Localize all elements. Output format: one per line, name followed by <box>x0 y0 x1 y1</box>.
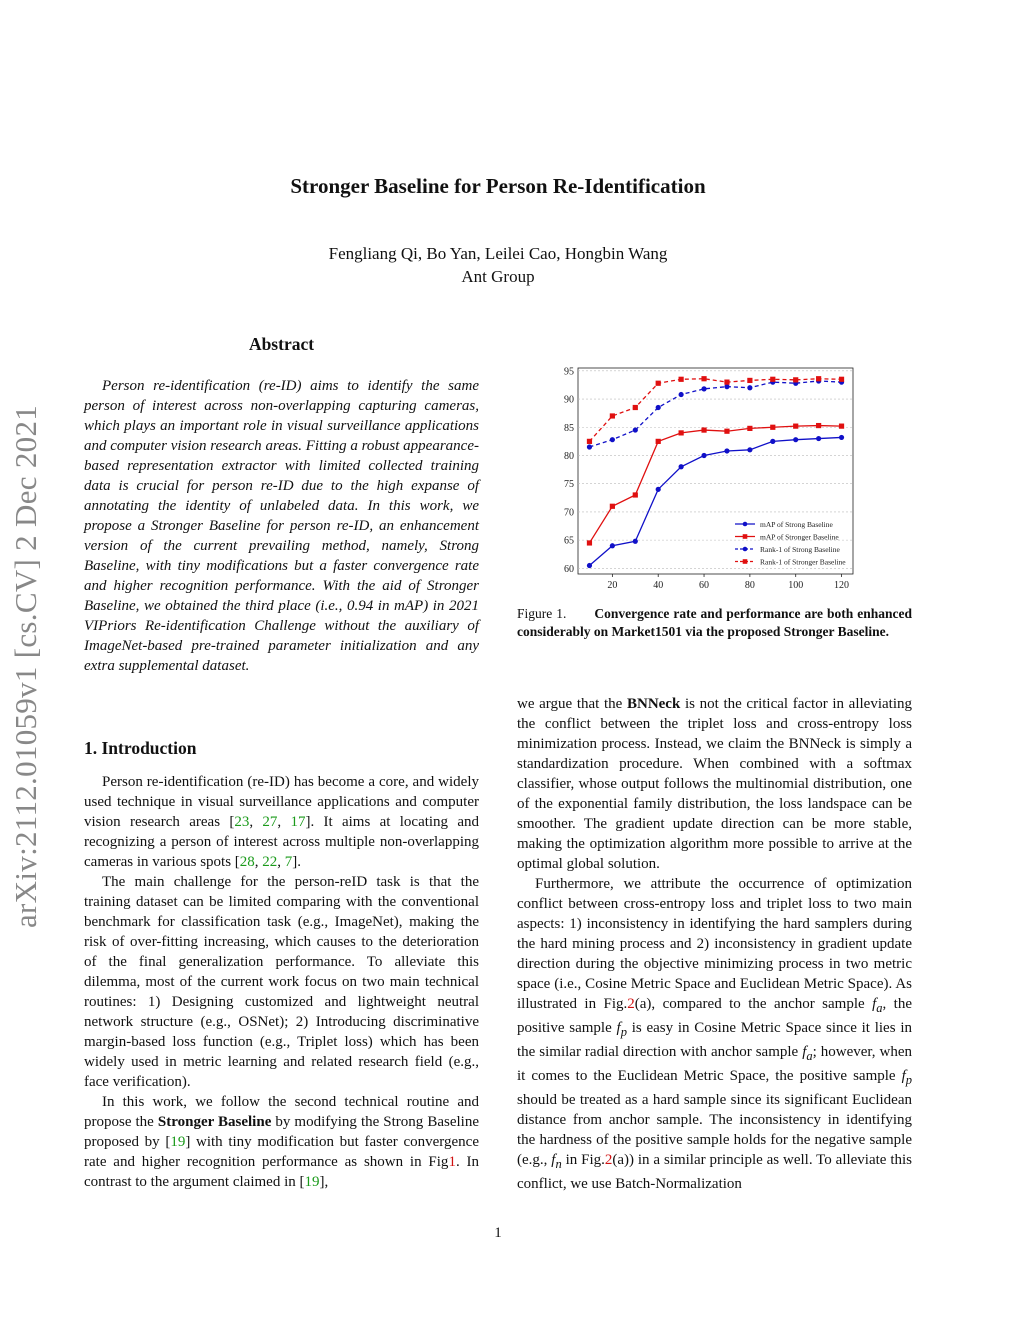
citation-link[interactable]: 28 <box>239 854 255 870</box>
legend-marker <box>743 534 748 539</box>
data-point <box>747 378 752 383</box>
citation-link[interactable]: 19 <box>170 1134 186 1150</box>
data-point <box>747 426 752 431</box>
x-tick-label: 80 <box>744 580 755 591</box>
right-column-text <box>517 694 912 1194</box>
affiliation: Ant Group <box>461 267 535 286</box>
data-point <box>701 453 706 458</box>
data-point <box>656 487 661 492</box>
data-point <box>656 439 661 444</box>
data-point <box>724 384 729 389</box>
y-tick-label: 70 <box>564 507 574 519</box>
intro-heading: 1. Introduction <box>84 738 197 758</box>
data-point <box>587 444 592 449</box>
data-point <box>656 405 661 410</box>
data-point <box>839 424 844 429</box>
data-point <box>701 376 706 381</box>
data-point <box>793 437 798 442</box>
intro-section <box>84 772 479 1192</box>
data-point <box>747 385 752 390</box>
legend-marker <box>743 522 748 527</box>
y-tick-label: 60 <box>564 563 574 575</box>
data-point <box>610 504 615 509</box>
data-point <box>816 423 821 428</box>
x-tick-label: 60 <box>699 580 710 591</box>
y-tick-label: 85 <box>564 422 574 434</box>
y-tick-label: 75 <box>564 479 574 491</box>
abstract-paragraph: Person re-identification (re-ID) aims to identify the same person of interest across non-overlapping capturing cameras, which plays an important role in visual surveillance applications and computer vision research areas. Fitting a robust appearance-based representation extractor with limited collected training data is crucial for person re-ID due to the high expanse of annotating the identity of unlabeled data. In this work, we propose a Stronger Baseline for person re-ID, an enhancement version of the current prevailing method, namely, Strong Baseline, with tiny modifications but a faster convergence rate and higher recognition performance. With the aid of Stronger Baseline, we obtained the third place (i.e., 0.94 in mAP) in 2021 VIPriors Re-identification Challenge without the auxiliary of ImageNet-based pre-trained parameter initialization and any extra supplemental dataset. <box>84 378 479 674</box>
data-point <box>816 436 821 441</box>
data-point <box>701 386 706 391</box>
data-point <box>587 439 592 444</box>
data-point <box>610 543 615 548</box>
data-point <box>793 424 798 429</box>
data-point <box>839 377 844 382</box>
data-point <box>587 563 592 568</box>
abstract-text <box>84 376 479 676</box>
figure-caption <box>517 605 912 641</box>
data-point <box>633 405 638 410</box>
y-tick-label: 65 <box>564 535 574 547</box>
data-point <box>610 437 615 442</box>
legend-marker <box>743 559 748 564</box>
page-number: 1 <box>494 1225 502 1241</box>
intro-paragraph-1: Person re-identification (re-ID) has become a core, and widely used technique in visual surveillance applications and computer vision research areas [23, 27, 17]. It aims at locating and recognizing a person of interest across multiple non-overlapping cameras in various spots [28, 22, 7]. <box>84 774 480 870</box>
convergence-chart <box>545 358 865 594</box>
data-point <box>633 492 638 497</box>
figure-label: Figure 1. <box>517 606 567 621</box>
data-point <box>633 539 638 544</box>
data-point <box>633 427 638 432</box>
data-point <box>747 447 752 452</box>
data-point <box>770 425 775 430</box>
figure-ref-link[interactable]: 1 <box>448 1154 456 1170</box>
author-names: Fengliang Qi, Bo Yan, Leilei Cao, Hongbin Wang <box>328 244 668 263</box>
data-point <box>724 448 729 453</box>
x-tick-label: 20 <box>607 580 618 591</box>
x-tick-label: 40 <box>653 580 664 591</box>
data-point <box>701 427 706 432</box>
data-point <box>679 464 684 469</box>
citation-link[interactable]: 19 <box>304 1174 320 1190</box>
series-line <box>589 381 841 447</box>
data-point <box>587 540 592 545</box>
x-tick-label: 100 <box>788 580 804 591</box>
legend-entry: Rank-1 of Strong Baseline <box>760 545 840 554</box>
citation-link[interactable]: 27 <box>262 814 278 830</box>
figure-ref-link[interactable]: 2 <box>604 1152 613 1168</box>
x-tick-label: 120 <box>834 580 850 591</box>
data-point <box>839 435 844 440</box>
legend-marker <box>743 547 748 552</box>
citation-link[interactable]: 17 <box>290 814 306 830</box>
data-point <box>793 377 798 382</box>
abstract-heading: Abstract <box>248 334 315 354</box>
y-tick-label: 80 <box>564 450 574 462</box>
legend-entry: mAP of Stronger Baseline <box>760 532 839 542</box>
citation-link[interactable]: 7 <box>284 854 293 870</box>
intro-paragraph-2: The main challenge for the person-reID task is that the training dataset can be limited comparing with the conventional benchmark for classification task (e.g., ImageNet), making the risk of over-fitting increasing, which causes to the deterioration of the final generalization performance. To alleviate this dilemma, most of the current work focus on two main technical routines: 1) Designing customized and lightweight neutral network structure (e.g., OSNet); 2) Introducing discriminative margin-based loss function (e.g., Triplet loss) which has been widely used in metric learning and related research field (e.g., face verification). <box>84 874 479 1090</box>
data-point <box>770 377 775 382</box>
data-point <box>724 429 729 434</box>
citation-link[interactable]: 22 <box>262 854 278 870</box>
arxiv-identifier[interactable]: arXiv:2112.01059v1 [cs.CV] 2 Dec 2021 <box>8 404 43 928</box>
paper-title: Stronger Baseline for Person Re-Identification <box>290 174 706 198</box>
y-tick-label: 95 <box>564 366 574 378</box>
y-tick-label: 90 <box>564 394 574 406</box>
data-point <box>679 377 684 382</box>
data-point <box>816 376 821 381</box>
figure-caption-text: Convergence rate and performance are both enhanced considerably on Market1501 via the proposed Stronger Baseline. <box>517 606 913 639</box>
author-block <box>0 242 996 288</box>
legend-entry: Rank-1 of Stronger Baseline <box>760 557 846 567</box>
data-point <box>679 392 684 397</box>
data-point <box>770 439 775 444</box>
body-paragraph-1: we argue that the BNNeck is not the critical factor in alleviating the conflict between the triplet loss and cross-entropy loss minimization process. Instead, we claim the BNNeck is simply a standardization procedure. When combined with a softmax classifier, whose output follows the multinomial distribution, one of the exponential family distribution, the loss landspace can be smoother. The gradient update direction can be more stable, making the optimization algorithm more possible to arrive at the optimal global solution. <box>517 696 912 872</box>
citation-link[interactable]: 23 <box>234 814 250 830</box>
data-point <box>679 430 684 435</box>
data-point <box>724 380 729 385</box>
data-point <box>656 381 661 386</box>
legend-entry: mAP of Strong Baseline <box>760 520 833 529</box>
figure-ref-link[interactable]: 2 <box>627 996 635 1012</box>
body-paragraph-2: Furthermore, we attribute the occurrence of optimization conflict between cross-entropy loss and triplet loss to two main aspects: 1) inconsistency in identifying the hard samplers during the hard mining process and 2) inconsistency in gradient update direction during the objective minimizing process in two metric space (i.e., Cosine Metric Space and Euclidean Metric Space). As illustrated in Fig.2(a), compared to the anchor sample $f_a$, the positive sample $f_p$ is easy in Cosine Metric Space since it lies in the similar radial direction with anchor sample $f_a$; however, when it comes to the Euclidean Metric Space, the positive sample $f_p$ should be treated as a hard sample since its significant Euclidean distance from anchor sample. The inconsistency in identifying the hardness of the positive sample holds for the negative sample (e.g., $f_n$ in Fig.2(a)) in a similar principle as well. To alleviate this conflict, we use Batch-Normalization <box>517 876 912 1192</box>
intro-paragraph-3: In this work, we follow the second technical routine and propose the Stronger Baseline by modifying the Strong Baseline proposed by [19] with tiny modification but faster convergence rate and higher recognition performance as shown in Fig1. In contrast to the argument claimed in [19], <box>84 1094 479 1190</box>
data-point <box>610 413 615 418</box>
